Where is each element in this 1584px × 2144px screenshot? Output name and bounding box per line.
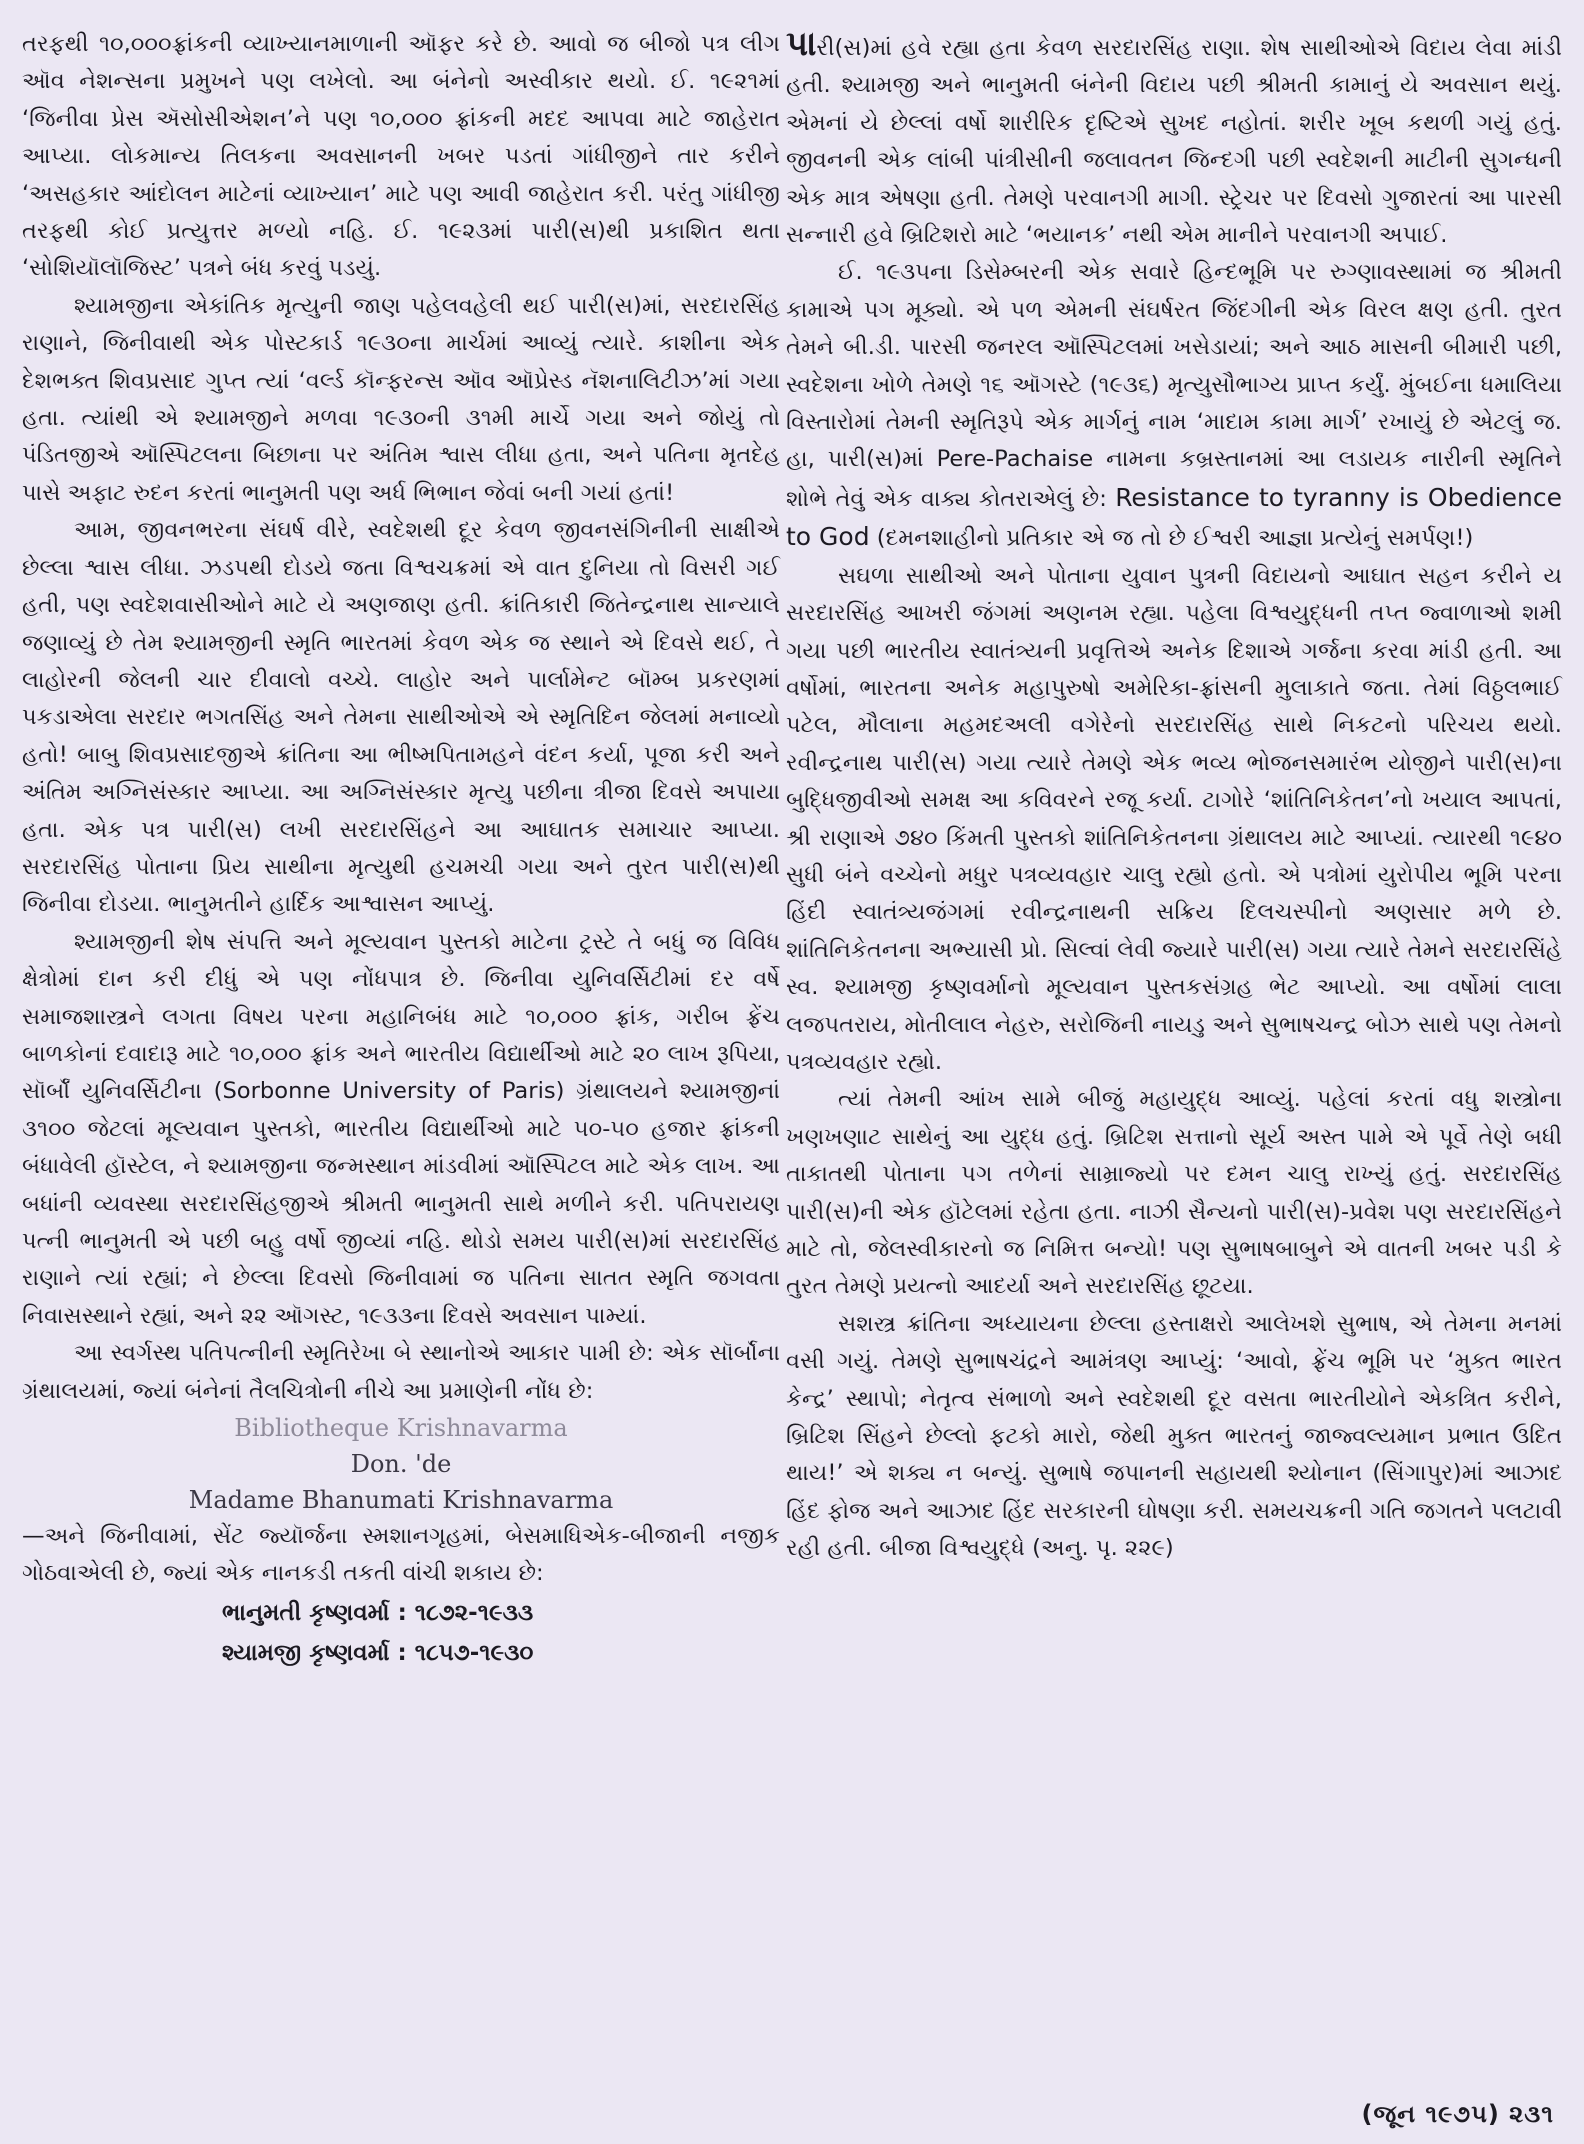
inscription-line-3: Madame Bhanumati Krishnavarma: [188, 1486, 614, 1515]
plaque-date-1: ભાનુમતી કૃષ્ણવર્મા : ૧૮૭૨-૧૯૩૩: [222, 1599, 534, 1626]
plaque-date-2: શ્યામજી કૃષ્ણવર્મા : ૧૮૫૭-૧૯૩૦: [222, 1639, 534, 1666]
left-paragraph-5: આ સ્વર્ગસ્થ પતિપત્નીની સ્મૃતિરેખા બે સ્થાનોએ આકાર પામી છે: એક સૉર્બૉના ગ્રંથાલયમાં, જ્યાં બંનેનાં તૈલચિત્રોની નીચે આ પ્રમાણેની નોંધ છે:: [22, 1340, 780, 1404]
right-paragraph-5-text: સશસ્ત્ર ક્રાંતિના અધ્યાયના છેલ્લા હસ્તાક્ષરો આલેખશે સુભાષ, એ તેમના મનમાં વસી ગયું. તેમણે સુભાષચંદ્રને આમંત્રણ આપ્યું: ‘આવો, ફ્રેંચ ભૂમિ પર ‘મુક્ત ભારત કેન્દ્ર’ સ્થાપો; નેતૃત્વ સંભાળો અને સ્વદેશથી દૂર વસતા ભારતીયોને એકત્રિત કરીને, બ્રિટિશ સિંહને છેલ્લો ફટકો મારો, જેથી મુક્ત ભારતનું જાજ્વલ્યમાન પ્રભાત ઉદિત થાય!’ એ શક્ય ન બન્યું. સુભાષે જપાનની સહાયથી શ્યોનાન (સિંગાપુર)માં આઝાદ હિંદ ફોજ અને આઝાદ હિંદ સરકારની ઘોષણા કરી. સમયચક્રની ગતિ જગતને પલટાવી રહી હતી. બીજા વિશ્વયુદ્ધે: [786, 1310, 1562, 1562]
continued-on-note: (અનુ. પૃ. ૨૨૯): [1032, 1535, 1174, 1562]
epitaph-gujarati: (દમનશાહીનો પ્રતિકાર એ જ તો છે ઈશ્વરી આજ્ઞા પ્રત્યેનું સમર્પણ!): [876, 525, 1474, 552]
right-paragraph-2-cont: નામના કબ્રસ્તાનમાં આ લડાયક નારીની સ્મૃતિને શોભે તેવું એક વાક્ય કોતરાએલું છે:: [786, 446, 1563, 512]
left-paragraph-3: આમ, જીવનભરના સંઘર્ષ વીરે, સ્વદેશથી દૂર કેવળ જીવનસંગિનીની સાક્ષીએ છેલ્લા શ્વાસ લીધા. ઝડપથી દોડયે જતા વિશ્વચક્રમાં એ વાત દુનિયા તો વિસરી ગઈ હતી, પણ સ્વદેશવાસીઓને માટે યે અણજાણ હતી. ક્રાંતિકારી જિતેન્દ્રનાથ સાન્યાલે જણાવ્યું છે તેમ શ્યામજીની સ્મૃતિ ભારતમાં કેવળ એક જ સ્થાને એ દિવસે થઈ, તે લાહોરની જેલની ચાર દીવાલો વચ્ચે. લાહોર અને પાર્લામેન્ટ બૉમ્બ પ્રકરણમાં પકડાએલા સરદાર ભગતસિંહ અને તેમના સાથીઓએ એ સ્મૃતિદિન જેલમાં મનાવ્યો હતો! બાબુ શિવપ્રસાદજીએ ક્રાંતિના આ ભીષ્મપિતામહને વંદન કર્યા, પૂજા કરી અને અંતિમ અગ્નિસંસ્કાર આપ્યા. આ અગ્નિસંસ્કાર મૃત્યુ પછીના ત્રીજા દિવસે અપાયા હતા. એક પત્ર પારી(સ) લખી સરદારસિંહને આ આઘાતક સમાચાર આપ્યા. સરદારસિંહ પોતાના પ્રિય સાથીના મૃત્યુથી હચમચી ગયા અને તુરત પારી(સ)થી જિનીવા દોડયા. ભાનુમતીને હાર્દિક આશ્વાસન આપ્યું.: [22, 517, 780, 918]
right-paragraph-2-text: ઈ. ૧૯૩૫ના ડિસેમ્બરની એક સવારે હિન્દભૂમિ પર રુગ્ણાવસ્થામાં જ શ્રીમતી કામાએ પગ મૂક્યો. એ પળ એમની સંઘર્ષરત જિંદગીની એક વિરલ ક્ષણ હતી. તુરત તેમને બી.ડી. પારસી જનરલ ઑસ્પિટલમાં ખસેડાયાં; અને આઠ માસની બીમારી પછી, સ્વદેશના ખોળે તેમણે ૧૬ ઑગસ્ટે (૧૯૩૬) મૃત્યુસૌભાગ્ય પ્રાપ્ત કર્યું. મુંબઈના ધમાલિયા વિસ્તારોમાં તેમની સ્મૃતિરૂપે એક માર્ગનું નામ ‘માદામ કામા માર્ગ’ રખાયું છે એટલું જ. હા, પારી(સ)માં: [786, 259, 1562, 473]
text-columns: [22, 26, 1562, 1673]
left-paragraph-4: શ્યામજીની શેષ સંપત્તિ અને મૂલ્યવાન પુસ્તકો માટેના ટ્રસ્ટે તે બધું જ વિવિધ ક્ષેત્રોમાં દાન કરી દીધું એ પણ નોંધપાત્ર છે. જિનીવા યુનિવર્સિટીમાં દર વર્ષે સમાજશાસ્ત્રને લગતા વિષય પરના મહાનિબંધ માટે ૧૦,૦૦૦ ફ્રાંક, ગરીબ ફ્રેંચ બાળકોનાં દવાદારૂ માટે ૧૦,૦૦૦ ફ્રાંક અને ભારતીય વિદ્યાર્થીઓ માટે ૨૦ લાખ રૂપિયા, સૉર્બૉં યુનિવર્સિટીના (Sorbonne University of Paris) ગ્રંથાલયને શ્યામજીનાં ૩૧૦૦ જેટલાં મૂલ્યવાન પુસ્તકો, ભારતીય વિદ્યાર્થીઓ માટે ૫૦-૫૦ હજાર ફ્રાંકની બંધાવેલી હૉસ્ટેલ, ને શ્યામજીના જન્મસ્થાન માંડવીમાં ઑસ્પિટલ માટે એક લાખ. આ બધાંની વ્યવસ્થા સરદારસિંહજીએ શ્રીમતી ભાનુમતી સાથે મળીને કરી. પતિપરાયણ પત્ની ભાનુમતી એ પછી બહુ વર્ષો જીવ્યાં નહિ. થોડો સમય પારી(સ)માં સરદારસિંહ રાણાને ત્યાં રહ્યાં; ને છેલ્લા દિવસો જિનીવામાં જ પતિના સાતત સ્મૃતિ જગવતા નિવાસસ્થાને રહ્યાં, અને ૨૨ ઑગસ્ટ, ૧૯૩૩ના દિવસે અવસાન પામ્યાં.: [22, 928, 780, 1329]
right-paragraph-1-text: રી(સ)માં હવે રહ્યા હતા કેવળ સરદારસિંહ રાણા. શેષ સાથીઓએ વિદાય લેવા માંડી હતી. શ્યામજી અને ભાનુમતી બંનેની વિદાય પછી શ્રીમતી કામાનું યે અવસાન થયું. એમનાં યે છેલ્લાં વર્ષો શારીરિક દૃષ્ટિએ સુખદ નહોતાં. શરીર ખૂબ કથળી ગયું હતું. જીવનની એક લાંબી પાંત્રીસીની જલાવતન જિન્દગી પછી સ્વદેશની માટીની સુગન્ધની એક માત્ર એષણા હતી. તેમણે પરવાનગી માગી. સ્ટ્રેચર પર દિવસો ગુજારતાં આ પારસી સન્નારી હવે બ્રિટિશરો માટે ‘ભયાનક’ નથી એમ માનીને પરવાનગી અપાઈ.: [786, 35, 1562, 249]
page-footer: (જૂન ૧૯૭૫) ૨૩૧: [1361, 2100, 1554, 2128]
inscription-line-1: Bibliotheque Krishnavarma: [234, 1414, 568, 1443]
drop-cap: પા: [786, 24, 817, 64]
right-paragraph-4: ત્યાં તેમની આંખ સામે બીજું મહાયુદ્ધ આવ્યું. પહેલાં કરતાં વધુ શસ્ત્રોના ખણખણાટ સાથેનું આ યુદ્ધ હતું. બ્રિટિશ સત્તાનો સૂર્ય અસ્ત પામે એ પૂર્વે તેણે બધી તાકાતથી પોતાના પગ તળેનાં સામ્રાજ્યો પર દમન ચાલુ રાખ્યું હતું. સરદારસિંહ પારી(સ)ની એક હૉટેલમાં રહેતા હતા. નાઝી સૈન્યનો પારી(સ)-પ્રવેશ પણ સરદારસિંહને માટે તો, જેલસ્વીકારનો જ નિમિત્ત બન્યો! પણ સુભાષબાબુને એ વાતની ખબર પડી કે તુરત તેમણે પ્રયત્નો આદર્યા અને સરદારસિંહ છૂટયા.: [786, 1086, 1562, 1300]
left-paragraph-1: તરફથી ૧૦,૦૦૦ફ્રાંકની વ્યાખ્યાનમાળાની ઑફર કરે છે. આવો જ બીજો પત્ર લીગ ઑવ નેશન્સના પ્રમુખને પણ લખેલો. આ બંનેનો અસ્વીકાર થયો. ઈ. ૧૯૨૧માં ‘જિનીવા પ્રેસ ઍસોસીએશન’ને પણ ૧૦,૦૦૦ ફ્રાંકની મદદ આપવા માટે જાહેરાત આપ્યા. લોકમાન્ય તિલકના અવસાનની ખબર પડતાં ગાંધીજીને તાર કરીને ‘અસહકાર આંદોલન માટેનાં વ્યાખ્યાન’ માટે પણ આવી જાહેરાત કરી. પરંતુ ગાંધીજી તરફથી કોઈ પ્રત્યુત્તર મળ્યો નહિ. ઈ. ૧૯૨૩માં પારી(સ)થી પ્રકાશિત થતા ‘સોશિયૉલૉજિસ્ટ’ પત્રને બંધ કરવું પડયું.: [22, 31, 781, 282]
right-column: [786, 26, 1562, 1673]
left-column: [22, 26, 780, 1673]
epitaph-english: Resistance to tyranny is Obedience to God: [786, 482, 1562, 552]
right-paragraph-3: સઘળા સાથીઓ અને પોતાના યુવાન પુત્રની વિદાયનો આઘાત સહન કરીને ય સરદારસિંહ આખરી જંગમાં અણનમ રહ્યા. પહેલા વિશ્વયુદ્ધની તપ્ત જ્વાળાઓ શમી ગયા પછી ભારતીય સ્વાતંત્ર્યની પ્રવૃત્તિએ અનેક દિશાએ ગર્જના કરવા માંડી હતી. આ વર્ષોમાં, ભારતના અનેક મહાપુરુષો અમેરિકા-ફ્રાંસની મુલાકાતે જતા. તેમાં વિઠ્ઠલભાઈ પટેલ, મૌલાના મહમદઅલી વગેરેનો સરદારસિંહ સાથે નિકટનો પરિચય થયો. રવીન્દ્રનાથ પારી(સ) ગયા ત્યારે તેમણે એક ભવ્ય ભોજનસમારંભ યોજીને પારી(સ)ના બુદ્ધિજીવીઓ સમક્ષ આ કવિવરને રજૂ કર્યા. ટાગોરે ‘શાંતિનિકેતન’નો ખયાલ આપતાં, શ્રી રાણાએ ૭૪૦ કિંમતી પુસ્તકો શાંતિનિકેતનના ગ્રંથાલય માટે આપ્યાં. ત્યારથી ૧૯૪૦ સુધી બંને વચ્ચેનો મધુર પત્રવ્યવહાર ચાલુ રહ્યો હતો. એ પત્રોમાં યુરોપીય ભૂમિ પરના હિંદી સ્વાતંત્ર્યજંગમાં રવીન્દ્રનાથની સક્રિય દિલચસ્પીનો અણસાર મળે છે. શાંતિનિકેતનના અભ્યાસી પ્રો. સિલ્વાં લેવી જ્યારે પારી(સ) ગયા ત્યારે તેમને સરદારસિંહે સ્વ. શ્યામજી કૃષ્ણવર્માનો મૂલ્યવાન પુસ્તકસંગ્રહ ભેટ આપ્યો. આ વર્ષોમાં લાલા લજપતરાય, મોતીલાલ નેહરુ, સરોજિની નાયડુ અને સુભાષચન્દ્ર બોઝ સાથે પણ તેમનો પત્રવ્યવહાર રહ્યો.: [786, 562, 1562, 1075]
left-paragraph-2: શ્યામજીના એકાંતિક મૃત્યુની જાણ પહેલવહેલી થઈ પારી(સ)માં, સરદારસિંહ રાણાને, જિનીવાથી એક પોસ્ટકાર્ડ ૧૯૩૦ના માર્ચમાં આવ્યું ત્યારે. કાશીના એક દેશભક્ત શિવપ્રસાદ ગુપ્ત ત્યાં ‘વર્લ્ડ કૉન્ફરન્સ ઑવ ઑપ્રેસ્ડ નૅશનાલિટીઝ’માં ગયા હતા. ત્યાંથી એ શ્યામજીને મળવા ૧૯૩૦ની ૩૧મી માર્ચે ગયા અને જોયું તો પંડિતજીએ ઑસ્પિટલના બિછાના પર અંતિમ શ્વાસ લીધા હતા, અને પતિના મૃતદેહ પાસે અફાટ રુદન કરતાં ભાનુમતી પણ અર્ધ ભિભાન જેવાં બની ગયાં હતાં!: [22, 292, 780, 506]
inscription-line-2: Don. 'de: [350, 1450, 452, 1479]
right-paragraph-1: [786, 26, 1562, 254]
right-paragraph-5: [786, 1306, 1562, 1568]
left-paragraph-6: —અને જિનીવામાં, સેંટ જ્યૉર્જના સ્મશાનગૃહમાં, બેસમાધિએક-બીજાની નજીક ગોઠવાએલી છે, જ્યાં એક નાનકડી તકતી વાંચી શકાય છે:: [22, 1523, 780, 1587]
cemetery-name: Pere-Pachaise: [936, 446, 1094, 473]
right-paragraph-2: [786, 254, 1562, 557]
